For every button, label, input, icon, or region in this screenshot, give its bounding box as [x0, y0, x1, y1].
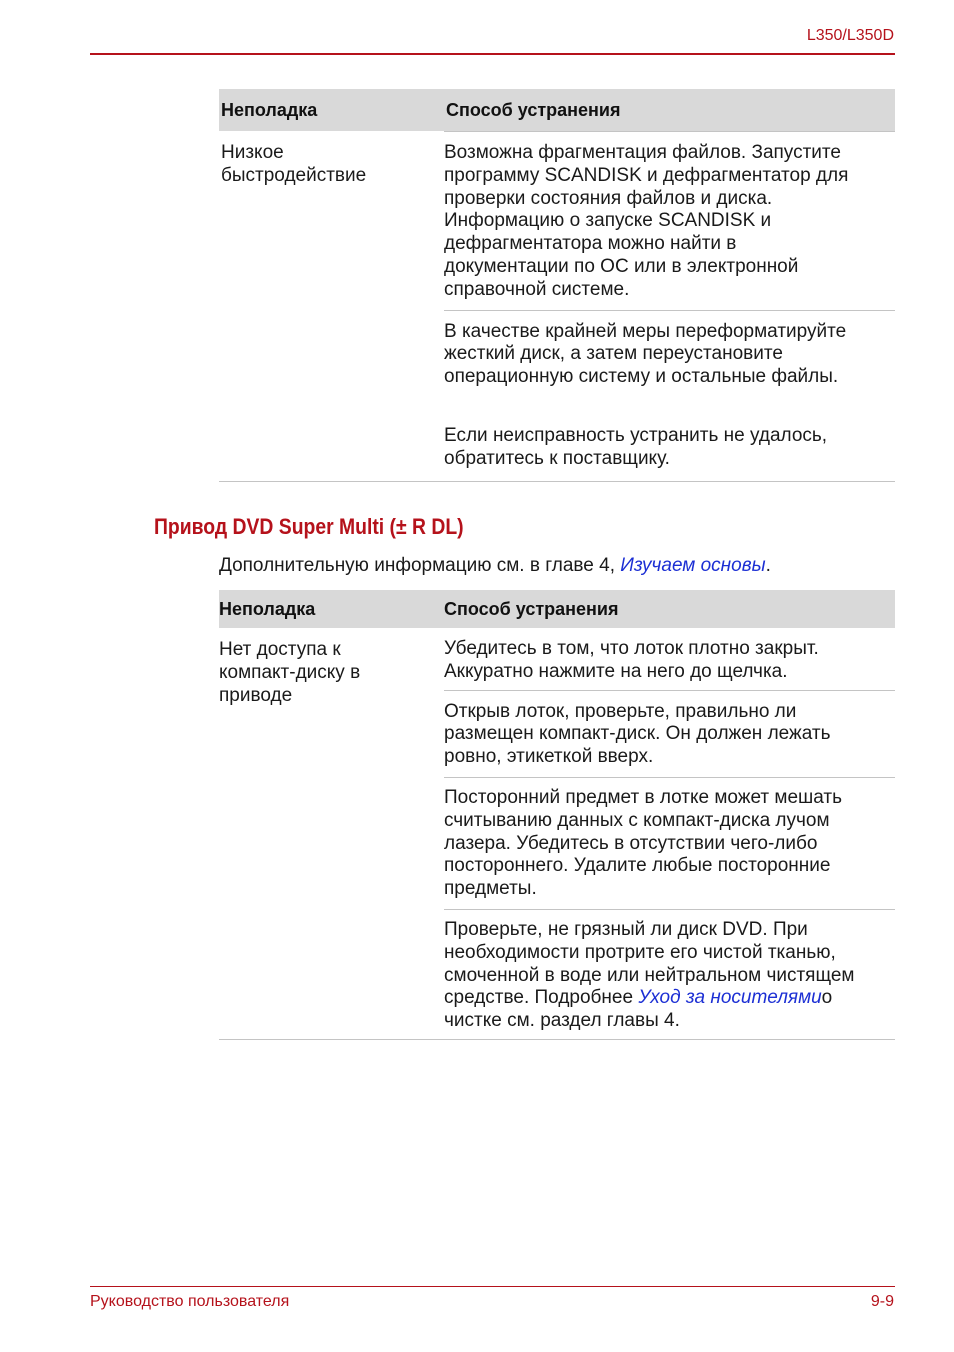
- problem-cell: Низкое быстродействие: [221, 142, 367, 186]
- table-bottom-rule: [219, 1039, 895, 1040]
- solution-cell: В качестве крайней меры переформатируйте жесткий диск, а затем переустановите операционную систему и остальные файлы.: [444, 320, 847, 388]
- solution-cell: Посторонний предмет в лотке может мешать считыванию данных с компакт-диска лучом лазера. Убедитесь в отсутствии чего-либо постороннего. Удалите любые посторонние предметы.: [444, 778, 895, 910]
- table-body: [219, 628, 895, 1040]
- header-rule: [90, 53, 895, 55]
- solution-cell: Если неисправность устранить не удалось, обратитесь к поставщику.: [444, 424, 828, 469]
- solution-column-header: Способ устранения: [444, 598, 619, 619]
- model-name: L350/L350D: [806, 27, 894, 44]
- table-bottom-rule: [219, 481, 895, 482]
- problem-cell: Нет доступа к компакт-диску в приводе: [219, 639, 361, 706]
- footer-title: Руководство пользователя: [90, 1293, 290, 1310]
- problem-column-header: Неполадка: [221, 99, 318, 120]
- chapter-link[interactable]: Изучаем основы: [620, 555, 766, 576]
- solution-cell: Убедитесь в том, что лоток плотно закрыт. Аккуратно нажмите на него до щелчка.: [444, 628, 895, 691]
- media-care-link[interactable]: Уход за носителями: [638, 987, 822, 1009]
- table-header: [219, 590, 895, 628]
- solution-cell: Проверьте, не грязный ли диск DVD. При необходимости протрите его чистой тканью, смоченной в воде или нейтральном чистящем средстве. Подробнее Уход за носителямио чистке см. раздел главы 4.: [444, 918, 855, 1032]
- table-header: [219, 89, 895, 131]
- page-number: 9-9: [870, 1293, 894, 1310]
- section-intro: Дополнительную информацию см. в главе 4, Изучаем основы.: [219, 555, 771, 576]
- footer-rule: [90, 1286, 895, 1287]
- solution-cell: Открыв лоток, проверьте, правильно ли размещен компакт-диск. Он должен лежать ровно, этикеткой вверх.: [444, 691, 895, 778]
- troubleshooting-table-1: [219, 89, 895, 482]
- solution-column-header: Способ устранения: [446, 99, 621, 120]
- troubleshooting-table-2: [219, 590, 895, 1040]
- section-title: Привод DVD Super Multi (± R DL): [154, 514, 464, 539]
- problem-column-header: Неполадка: [219, 598, 316, 619]
- table-body: [219, 131, 895, 482]
- solution-cell: Возможна фрагментация файлов. Запустите программу SCANDISK и дефрагментатор для проверки состояния файлов и диска. Информацию о запуске SCANDISK и дефрагментатора можно найти в документации по ОС или в электронной справочной системе.: [444, 131, 895, 311]
